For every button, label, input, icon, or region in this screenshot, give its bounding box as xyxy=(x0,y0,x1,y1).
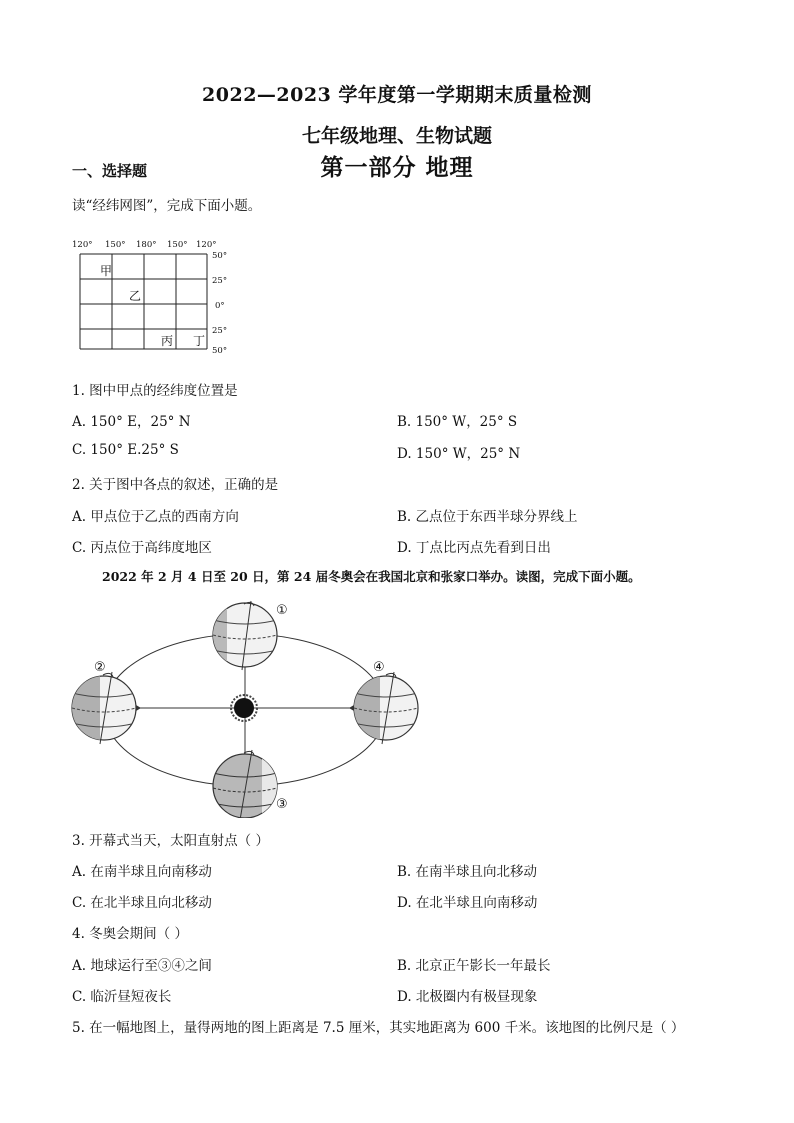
q3-option-a[interactable]: A. 在南半球且向南移动 xyxy=(72,864,212,880)
q1-stem: 1. 图中甲点的经纬度位置是 xyxy=(72,383,238,399)
q4-option-a[interactable]: A. 地球运行至③④之间 xyxy=(72,958,212,974)
latlong-grid-svg xyxy=(72,236,242,360)
orbit-label-3: ③ xyxy=(276,797,288,812)
lon-label-3: 180° xyxy=(136,240,157,250)
earth-1-icon xyxy=(213,601,277,670)
q2-option-b[interactable]: B. 乙点位于东西半球分界线上 xyxy=(397,509,578,525)
point-yi: 乙 xyxy=(129,289,142,303)
q3-option-b[interactable]: B. 在南半球且向北移动 xyxy=(397,864,538,880)
lat-label-5: 50° xyxy=(212,346,228,356)
lat-label-2: 25° xyxy=(212,276,228,286)
q5-stem: 5. 在一幅地图上，量得两地的图上距离是 7.5 厘米，其实地距离为 600 千米。该地图的比例尺是（ ） xyxy=(72,1020,685,1036)
q2-stem: 2. 关于图中各点的叙述，正确的是 xyxy=(72,477,279,493)
q2-option-a[interactable]: A. 甲点位于乙点的西南方向 xyxy=(72,509,239,525)
q4-stem: 4. 冬奥会期间（ ） xyxy=(72,926,188,942)
orbit-arrow-left-icon xyxy=(136,705,141,711)
intro-grid-question: 读“经纬网图”，完成下面小题。 xyxy=(72,198,262,214)
earth-4-icon xyxy=(354,672,418,744)
earth-orbit-svg xyxy=(66,598,426,818)
point-bing: 丙 xyxy=(161,334,174,348)
earth-2-icon xyxy=(72,672,136,744)
q1-option-a[interactable]: A. 150° E，25° N xyxy=(72,414,191,430)
lat-label-4: 25° xyxy=(212,326,228,336)
lat-label-3: 0° xyxy=(215,301,225,311)
q4-option-d[interactable]: D. 北极圈内有极昼现象 xyxy=(397,989,538,1005)
section-label: 一、选择题 xyxy=(72,162,148,180)
q4-option-c[interactable]: C. 临沂昼短夜长 xyxy=(72,989,172,1005)
sun-icon xyxy=(234,698,254,718)
q2-option-c[interactable]: C. 丙点位于高纬度地区 xyxy=(72,540,212,556)
lon-label-5: 120° xyxy=(196,240,217,250)
q4-option-b[interactable]: B. 北京正午影长一年最长 xyxy=(397,958,551,974)
lon-label-2: 150° xyxy=(105,240,126,250)
q1-option-c[interactable]: C. 150° E.25° S xyxy=(72,442,179,458)
lat-label-1: 50° xyxy=(212,251,228,261)
q3-option-c[interactable]: C. 在北半球且向北移动 xyxy=(72,895,212,911)
q2-option-d[interactable]: D. 丁点比丙点先看到日出 xyxy=(397,540,551,556)
q1-option-b[interactable]: B. 150° W，25° S xyxy=(397,414,518,430)
intro-olympics: 2022 年 2 月 4 日至 20 日，第 24 届冬奥会在我国北京和张家口举办。读图，完成下面小题。 xyxy=(102,569,641,584)
earth-orbit-diagram xyxy=(66,598,426,818)
lon-label-1: 120° xyxy=(72,240,93,250)
orbit-label-4: ④ xyxy=(373,660,385,675)
orbit-arrow-right-icon xyxy=(349,705,354,711)
latlong-grid-map xyxy=(72,236,242,360)
point-jia: 甲 xyxy=(100,264,113,278)
earth-3-icon xyxy=(213,750,278,818)
orbit-label-1: ① xyxy=(276,603,288,618)
lon-label-4: 150° xyxy=(167,240,188,250)
q1-option-d[interactable]: D. 150° W，25° N xyxy=(397,446,521,462)
orbit-label-2: ② xyxy=(94,660,106,675)
exam-subtitle: 七年级地理、生物试题 xyxy=(301,125,492,147)
q3-option-d[interactable]: D. 在北半球且向南移动 xyxy=(397,895,538,911)
part-title: 第一部分 地理 xyxy=(320,154,474,181)
q3-stem: 3. 开幕式当天，太阳直射点（ ） xyxy=(72,833,269,849)
exam-title: 2022—2023 学年度第一学期期末质量检测 xyxy=(202,84,592,106)
point-ding: 丁 xyxy=(193,334,206,348)
